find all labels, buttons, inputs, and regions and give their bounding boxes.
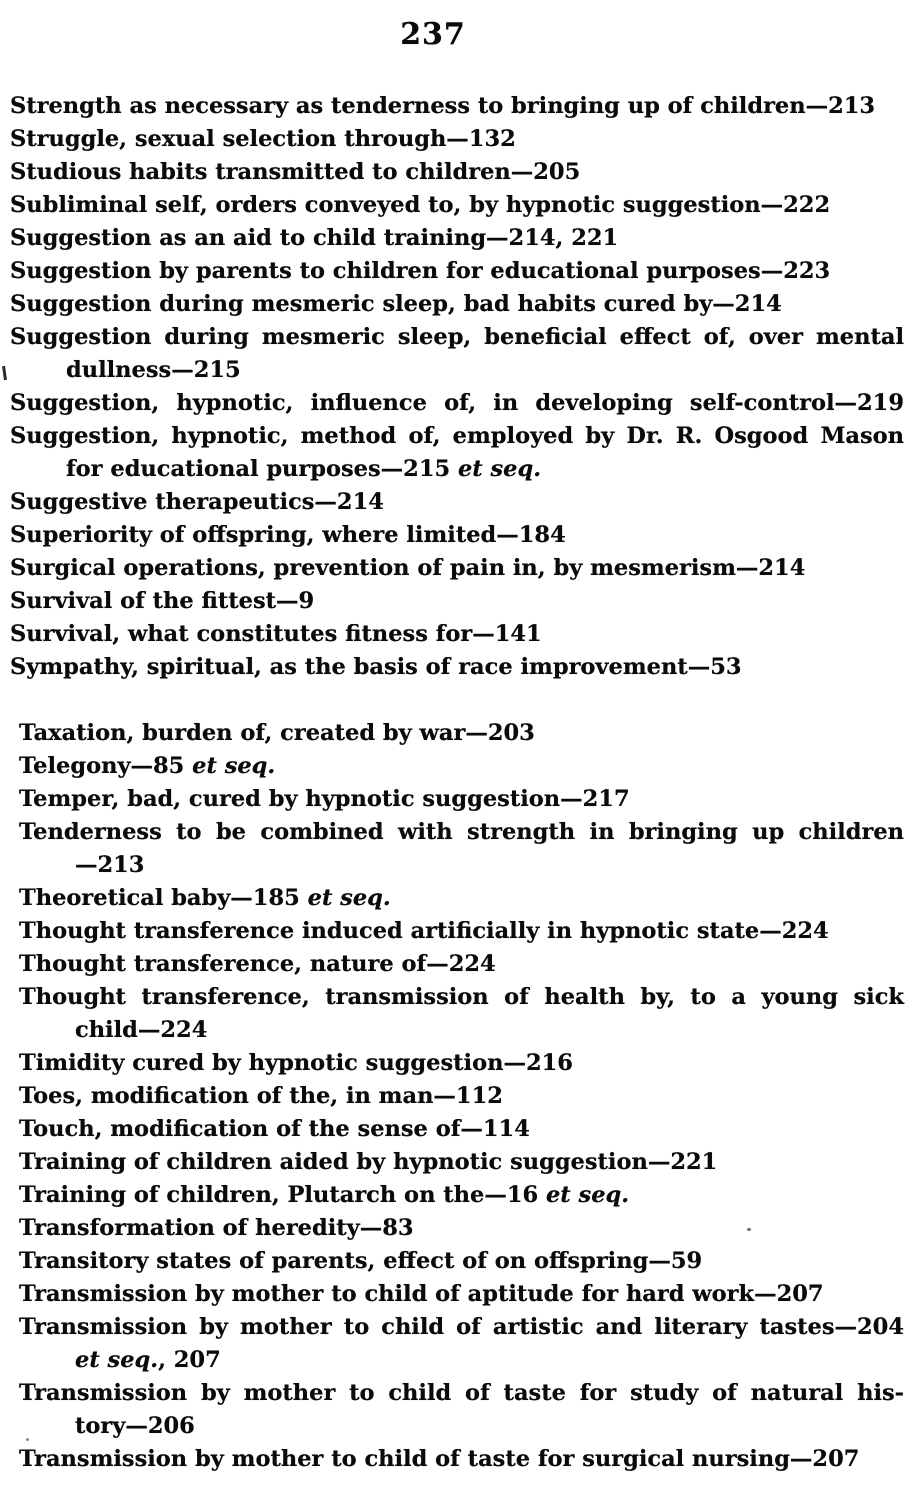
- index-line-text: Thought transference, nature of—224: [19, 951, 496, 977]
- index-line: [10, 156, 904, 189]
- index-line: [19, 1113, 904, 1146]
- index-line-text: Thought transference induced artificially in hypnotic state—224: [19, 918, 829, 944]
- index-line: [10, 453, 904, 486]
- index-line-text: , 207: [158, 1347, 221, 1373]
- index-line-text: Suggestion during mesmeric sleep, bad habits cured by—214: [10, 291, 782, 317]
- index-line-text: Sympathy, spiritual, as the basis of race improvement—53: [10, 654, 742, 680]
- scan-artifact: [747, 1228, 751, 1231]
- index-line-text: Superiority of offspring, where limited—184: [10, 522, 566, 548]
- index-line: [10, 222, 904, 255]
- index-line: [19, 882, 904, 915]
- index-line-text: Suggestion by parents to children for educational purposes—223: [10, 258, 831, 284]
- index-line-text: Strength as necessary as tenderness to bringing up of children—213: [10, 93, 876, 119]
- index-line-text: Telegony—85: [19, 753, 193, 779]
- index-line: [10, 651, 904, 684]
- index-line: [19, 1410, 904, 1443]
- index-line: [19, 750, 904, 783]
- index-line-text: Touch, modification of the sense of—114: [19, 1116, 530, 1142]
- index-line: [10, 123, 904, 156]
- index-line-text: Surgical operations, prevention of pain in, by mesmerism—214: [10, 555, 806, 581]
- index-line: [19, 1344, 904, 1377]
- index-line: [19, 849, 904, 882]
- index-line: [19, 1311, 904, 1344]
- index-line-text: Temper, bad, cured by hypnotic suggestion—217: [19, 786, 630, 812]
- index-line: [19, 1443, 904, 1476]
- index-line-text: for educational purposes—215: [66, 456, 458, 482]
- index-line: [10, 354, 904, 387]
- index-line: [19, 717, 904, 750]
- index-line-text: dullness—215: [66, 357, 241, 383]
- index-line: [19, 1245, 904, 1278]
- index-line-text: Suggestion, hypnotic, influence of, in developing self-control—219: [10, 390, 904, 416]
- index-line-text: Tenderness to be combined with strength in bringing up children: [19, 819, 904, 845]
- index-line-italic-text: et seq.: [545, 1182, 630, 1208]
- index-line: [19, 783, 904, 816]
- index-line: [19, 1014, 904, 1047]
- index-line: [19, 1179, 904, 1212]
- section-gap: [10, 684, 904, 717]
- index-line-text: Suggestion during mesmeric sleep, beneficial effect of, over mental: [10, 324, 904, 350]
- index-line-text: Training of children aided by hypnotic suggestion—221: [19, 1149, 718, 1175]
- index-line: [19, 948, 904, 981]
- index-line: [10, 387, 904, 420]
- index-line-text: Transitory states of parents, effect of on offspring—59: [19, 1248, 703, 1274]
- index-lines: [0, 90, 918, 1476]
- index-line: [19, 1377, 904, 1410]
- index-line: [19, 1146, 904, 1179]
- index-line-text: Taxation, burden of, created by war—203: [19, 720, 535, 746]
- index-line-text: Toes, modification of the, in man—112: [19, 1083, 503, 1109]
- index-line-text: Transmission by mother to child of artistic and literary tastes—204: [19, 1314, 904, 1340]
- page-number: 237: [400, 17, 466, 52]
- index-line-text: Suggestion, hypnotic, method of, employed by Dr. R. Osgood Mason: [10, 423, 904, 449]
- index-line-text: Timidity cured by hypnotic suggestion—216: [19, 1050, 573, 1076]
- index-line-text: child—224: [75, 1017, 208, 1043]
- index-line: [19, 1212, 904, 1245]
- index-line-text: Survival, what constitutes fitness for—141: [10, 621, 542, 647]
- index-line-italic-text: et seq.: [192, 753, 276, 779]
- index-line-text: Struggle, sexual selection through—132: [10, 126, 516, 152]
- index-line: [10, 585, 904, 618]
- index-line: [10, 552, 904, 585]
- index-line-text: Transmission by mother to child of aptitude for hard work—207: [19, 1281, 824, 1307]
- index-line: [10, 420, 904, 453]
- index-line-text: Suggestion as an aid to child training—214, 221: [10, 225, 619, 251]
- index-line-italic-text: et seq.: [457, 456, 542, 482]
- index-line: [10, 255, 904, 288]
- index-line: [19, 1278, 904, 1311]
- index-line: [10, 288, 904, 321]
- index-line: [19, 1047, 904, 1080]
- index-line-italic-text: et seq.: [75, 1347, 159, 1373]
- index-line-text: Studious habits transmitted to children—205: [10, 159, 581, 185]
- index-line-text: Training of children, Plutarch on the—16: [19, 1182, 546, 1208]
- index-line: [10, 90, 904, 123]
- index-line: [19, 915, 904, 948]
- scan-artifact: [26, 1438, 29, 1441]
- index-line: [19, 1080, 904, 1113]
- index-line: [10, 519, 904, 552]
- index-line-text: Thought transference, transmission of health by, to a young sick: [19, 984, 904, 1010]
- index-line-text: Theoretical baby—185: [19, 885, 308, 911]
- index-line: [10, 321, 904, 354]
- index-line: [10, 618, 904, 651]
- index-line-text: Survival of the fittest—9: [10, 588, 315, 614]
- index-line-text: tory—206: [75, 1413, 195, 1439]
- index-line-text: Transformation of heredity—83: [19, 1215, 414, 1241]
- index-line: [10, 189, 904, 222]
- index-line-text: Subliminal self, orders conveyed to, by hypnotic suggestion—222: [10, 192, 831, 218]
- index-line-italic-text: et seq.: [307, 885, 391, 911]
- index-line: [19, 981, 904, 1014]
- index-line-text: —213: [75, 852, 145, 878]
- index-line: [19, 816, 904, 849]
- index-line-text: Transmission by mother to child of taste for surgical nursing—207: [19, 1446, 860, 1472]
- index-line-text: Transmission by mother to child of taste for study of natural his-: [19, 1380, 904, 1406]
- index-line: [10, 486, 904, 519]
- index-line-text: Suggestive therapeutics—214: [10, 489, 384, 515]
